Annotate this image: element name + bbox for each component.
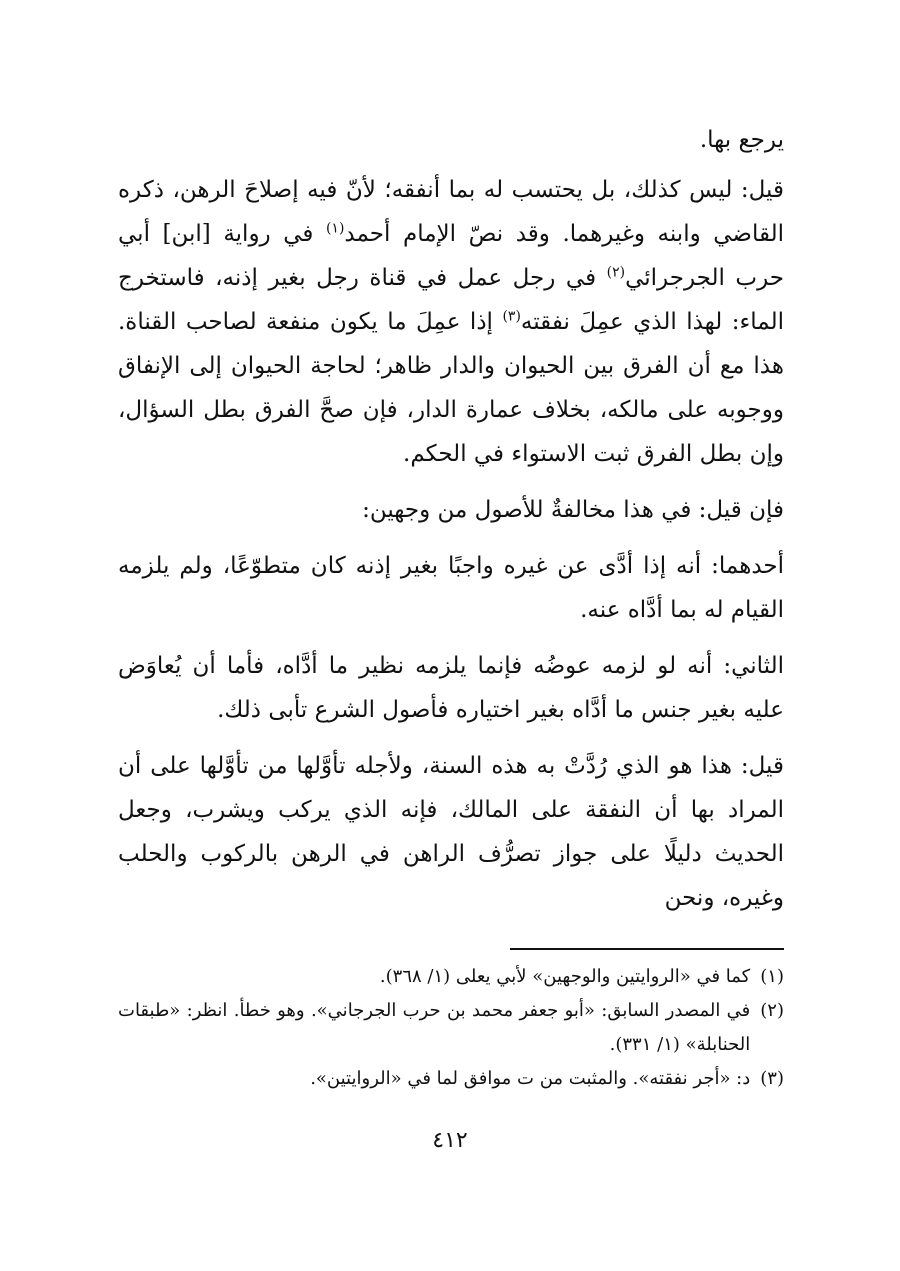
paragraph-reply-part2: في رواية [ابن] أبي حرب الجرجرائي bbox=[118, 221, 784, 291]
paragraph-reply bbox=[118, 168, 784, 476]
paragraph-second-aspect: الثاني: أنه لو لزمه عوضُه فإنما يلزمه نظير ما أدَّاه، فأما أن يُعاوَض عليه بغير جنس ما أدَّاه بغير اختياره فأصول الشرع تأبى ذلك. bbox=[118, 653, 784, 723]
footnote-ref-1[interactable]: (١) bbox=[325, 220, 345, 237]
paragraph-objection: فإن قيل: في هذا مخالفةٌ للأصول من وجهين: bbox=[362, 497, 784, 523]
page-number: ٤١٢ bbox=[432, 1128, 468, 1153]
paragraph-first-aspect: أحدهما: أنه إذا أدَّى عن غيره واجبًا بغير إذنه كان متطوّعًا، ولم يلزمه القيام له بما أدَّاه عنه. bbox=[118, 553, 784, 623]
footnote-number-3: (٣) bbox=[760, 1068, 784, 1089]
footnote-number-1: (١) bbox=[760, 966, 784, 987]
footnote-ref-3[interactable]: (٣) bbox=[502, 308, 521, 325]
footnote-divider bbox=[510, 948, 784, 950]
footnote-2 bbox=[118, 994, 784, 1062]
footnote-text-3: د: «أجر نفقته». والمثبت من ت موافق لما في «الروايتين». bbox=[310, 1068, 751, 1089]
footnotes bbox=[118, 960, 784, 1096]
paragraph-continuation: يرجع بها. bbox=[699, 127, 784, 153]
paragraph-reply-part3: في رجل عمل في قناة رجل بغير إذنه، فاستخرج الماء: لهذا الذي عمِلَ نفقته bbox=[118, 265, 785, 335]
main-text bbox=[118, 118, 784, 920]
footnote-1 bbox=[118, 960, 784, 994]
paragraph-answer: قيل: هذا هو الذي رُدَّتْ به هذه السنة، ولأجله تأوَّلها من تأوَّلها على أن المراد بها أن النفقة على المالك، فإنه الذي يركب ويشرب، وجعل الحديث دليلًا على جواز تصرُّف الراهن في الرهن بالركوب والحلب وغيره، ونحن bbox=[118, 753, 784, 911]
page-body bbox=[118, 118, 784, 932]
footnote-ref-2[interactable]: (٢) bbox=[606, 264, 626, 281]
footnote-3 bbox=[118, 1062, 784, 1096]
footnote-number-2: (٢) bbox=[760, 1000, 784, 1021]
paragraph-reply-part1: قيل: ليس كذلك، بل يحتسب له بما أنفقه؛ لأنّ فيه إصلاحَ الرهن، ذكره القاضي وابنه وغيرهما. وقد نصّ الإمام أحمد bbox=[118, 177, 784, 247]
footnote-text-2: في المصدر السابق: «أبو جعفر محمد بن حرب الجرجاني». وهو خطأ. انظر: «طبقات الحنابلة» (١/ ٣٣١). bbox=[118, 1000, 751, 1055]
paragraph-reply-part4: إذا عمِلَ ما يكون منفعة لصاحب القناة. هذا مع أن الفرق بين الحيوان والدار ظاهر؛ لحاجة الحيوان إلى الإنفاق ووجوبه على مالكه، بخلاف عمارة الدار، فإن صحَّ الفرق بطل السؤال، وإن بطل الفرق ثبت الاستواء في الحكم. bbox=[118, 309, 784, 467]
footnote-text-1: كما في «الروايتين والوجهين» لأبي يعلى (١/ ٣٦٨). bbox=[379, 966, 751, 987]
